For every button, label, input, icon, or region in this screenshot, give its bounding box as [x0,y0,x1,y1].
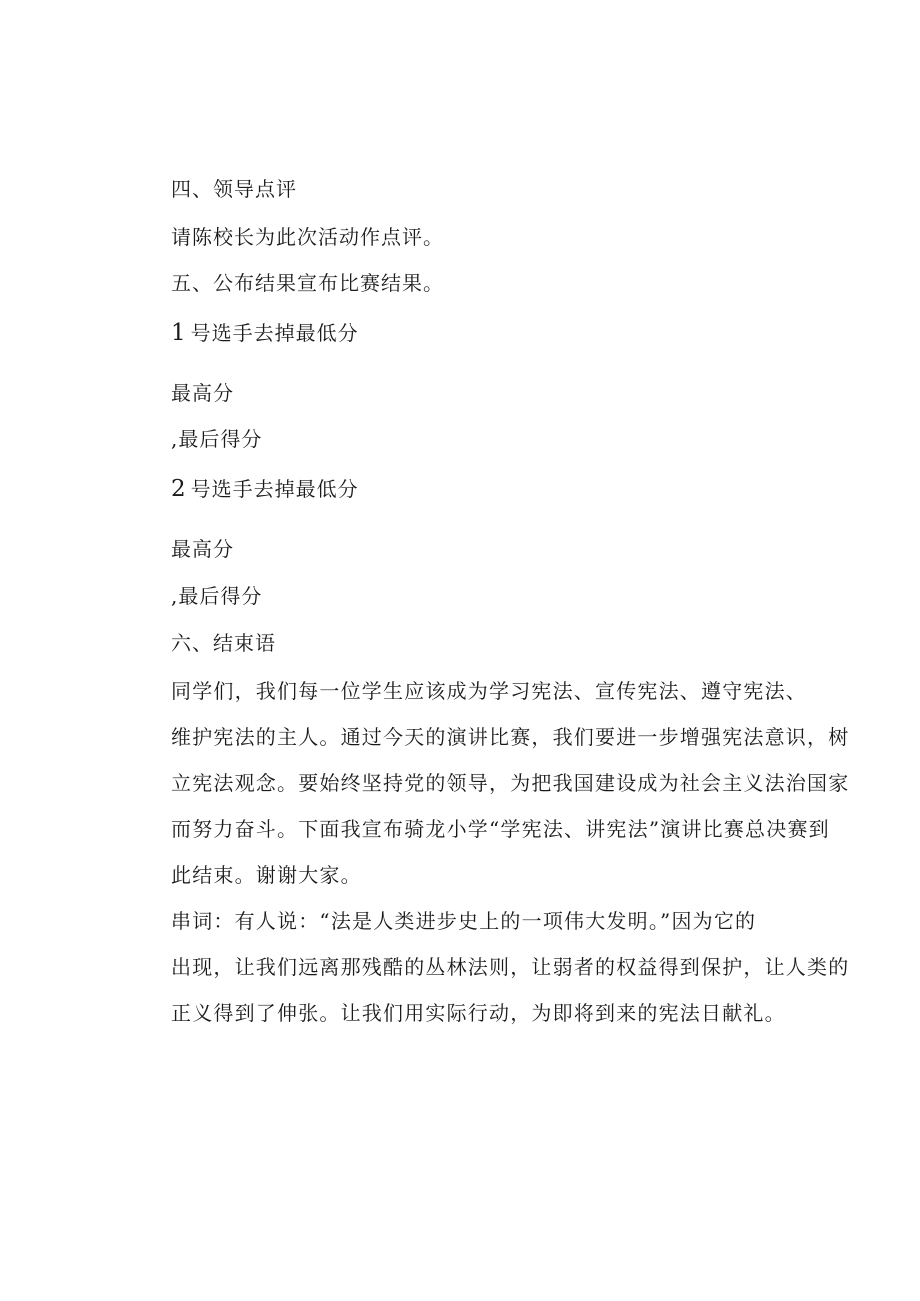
contestant1-drop-line [171,320,359,346]
contestant1-final-label: ,最后得分 [171,427,263,451]
chuanci-paragraph [171,898,850,1036]
contestant1-number: 1 [171,320,187,346]
chuanci-line: 正义得到了伸张。让我们用实际行动，为即将到来的宪法日献礼。 [171,1001,786,1025]
contestant2-drop-label: 号选手去掉最低分 [190,477,359,501]
contestant2-highest-label: 最高分 [171,537,234,561]
contestant2-drop-line [171,476,359,502]
chuanci-line: 出现，让我们远离那残酷的丛林法则，让弱者的权益得到保护，让人类的 [171,955,850,979]
contestant1-drop-label: 号选手去掉最低分 [190,321,359,345]
section6-heading: 六、结束语 [171,631,276,655]
contestant2-number: 2 [171,476,187,502]
chuanci-line: 串词：有人说：“法是人类进步史上的一项伟大发明。”因为它的 [171,909,757,933]
closing-line: 立宪法观念。要始终坚持党的领导，为把我国建设成为社会主义法治国家 [171,771,850,795]
closing-line: 此结束。谢谢大家。 [171,863,362,887]
contestant2-final-label: ,最后得分 [171,584,263,608]
section4-text: 请陈校长为此次活动作点评。 [171,225,444,249]
contestant1-highest-label: 最高分 [171,381,234,405]
section4-heading: 四、领导点评 [171,177,297,201]
closing-line: 而努力奋斗。下面我宣布骑龙小学“学宪法、讲宪法”演讲比赛总决赛到 [171,817,830,841]
closing-paragraph [171,668,850,898]
closing-line: 同学们，我们每一位学生应该成为学习宪法、宣传宪法、遵守宪法、 [171,679,807,703]
section5-heading: 五、公布结果宣布比赛结果。 [171,271,444,295]
closing-line: 维护宪法的主人。通过今天的演讲比赛，我们要进一步增强宪法意识，树 [171,725,850,749]
